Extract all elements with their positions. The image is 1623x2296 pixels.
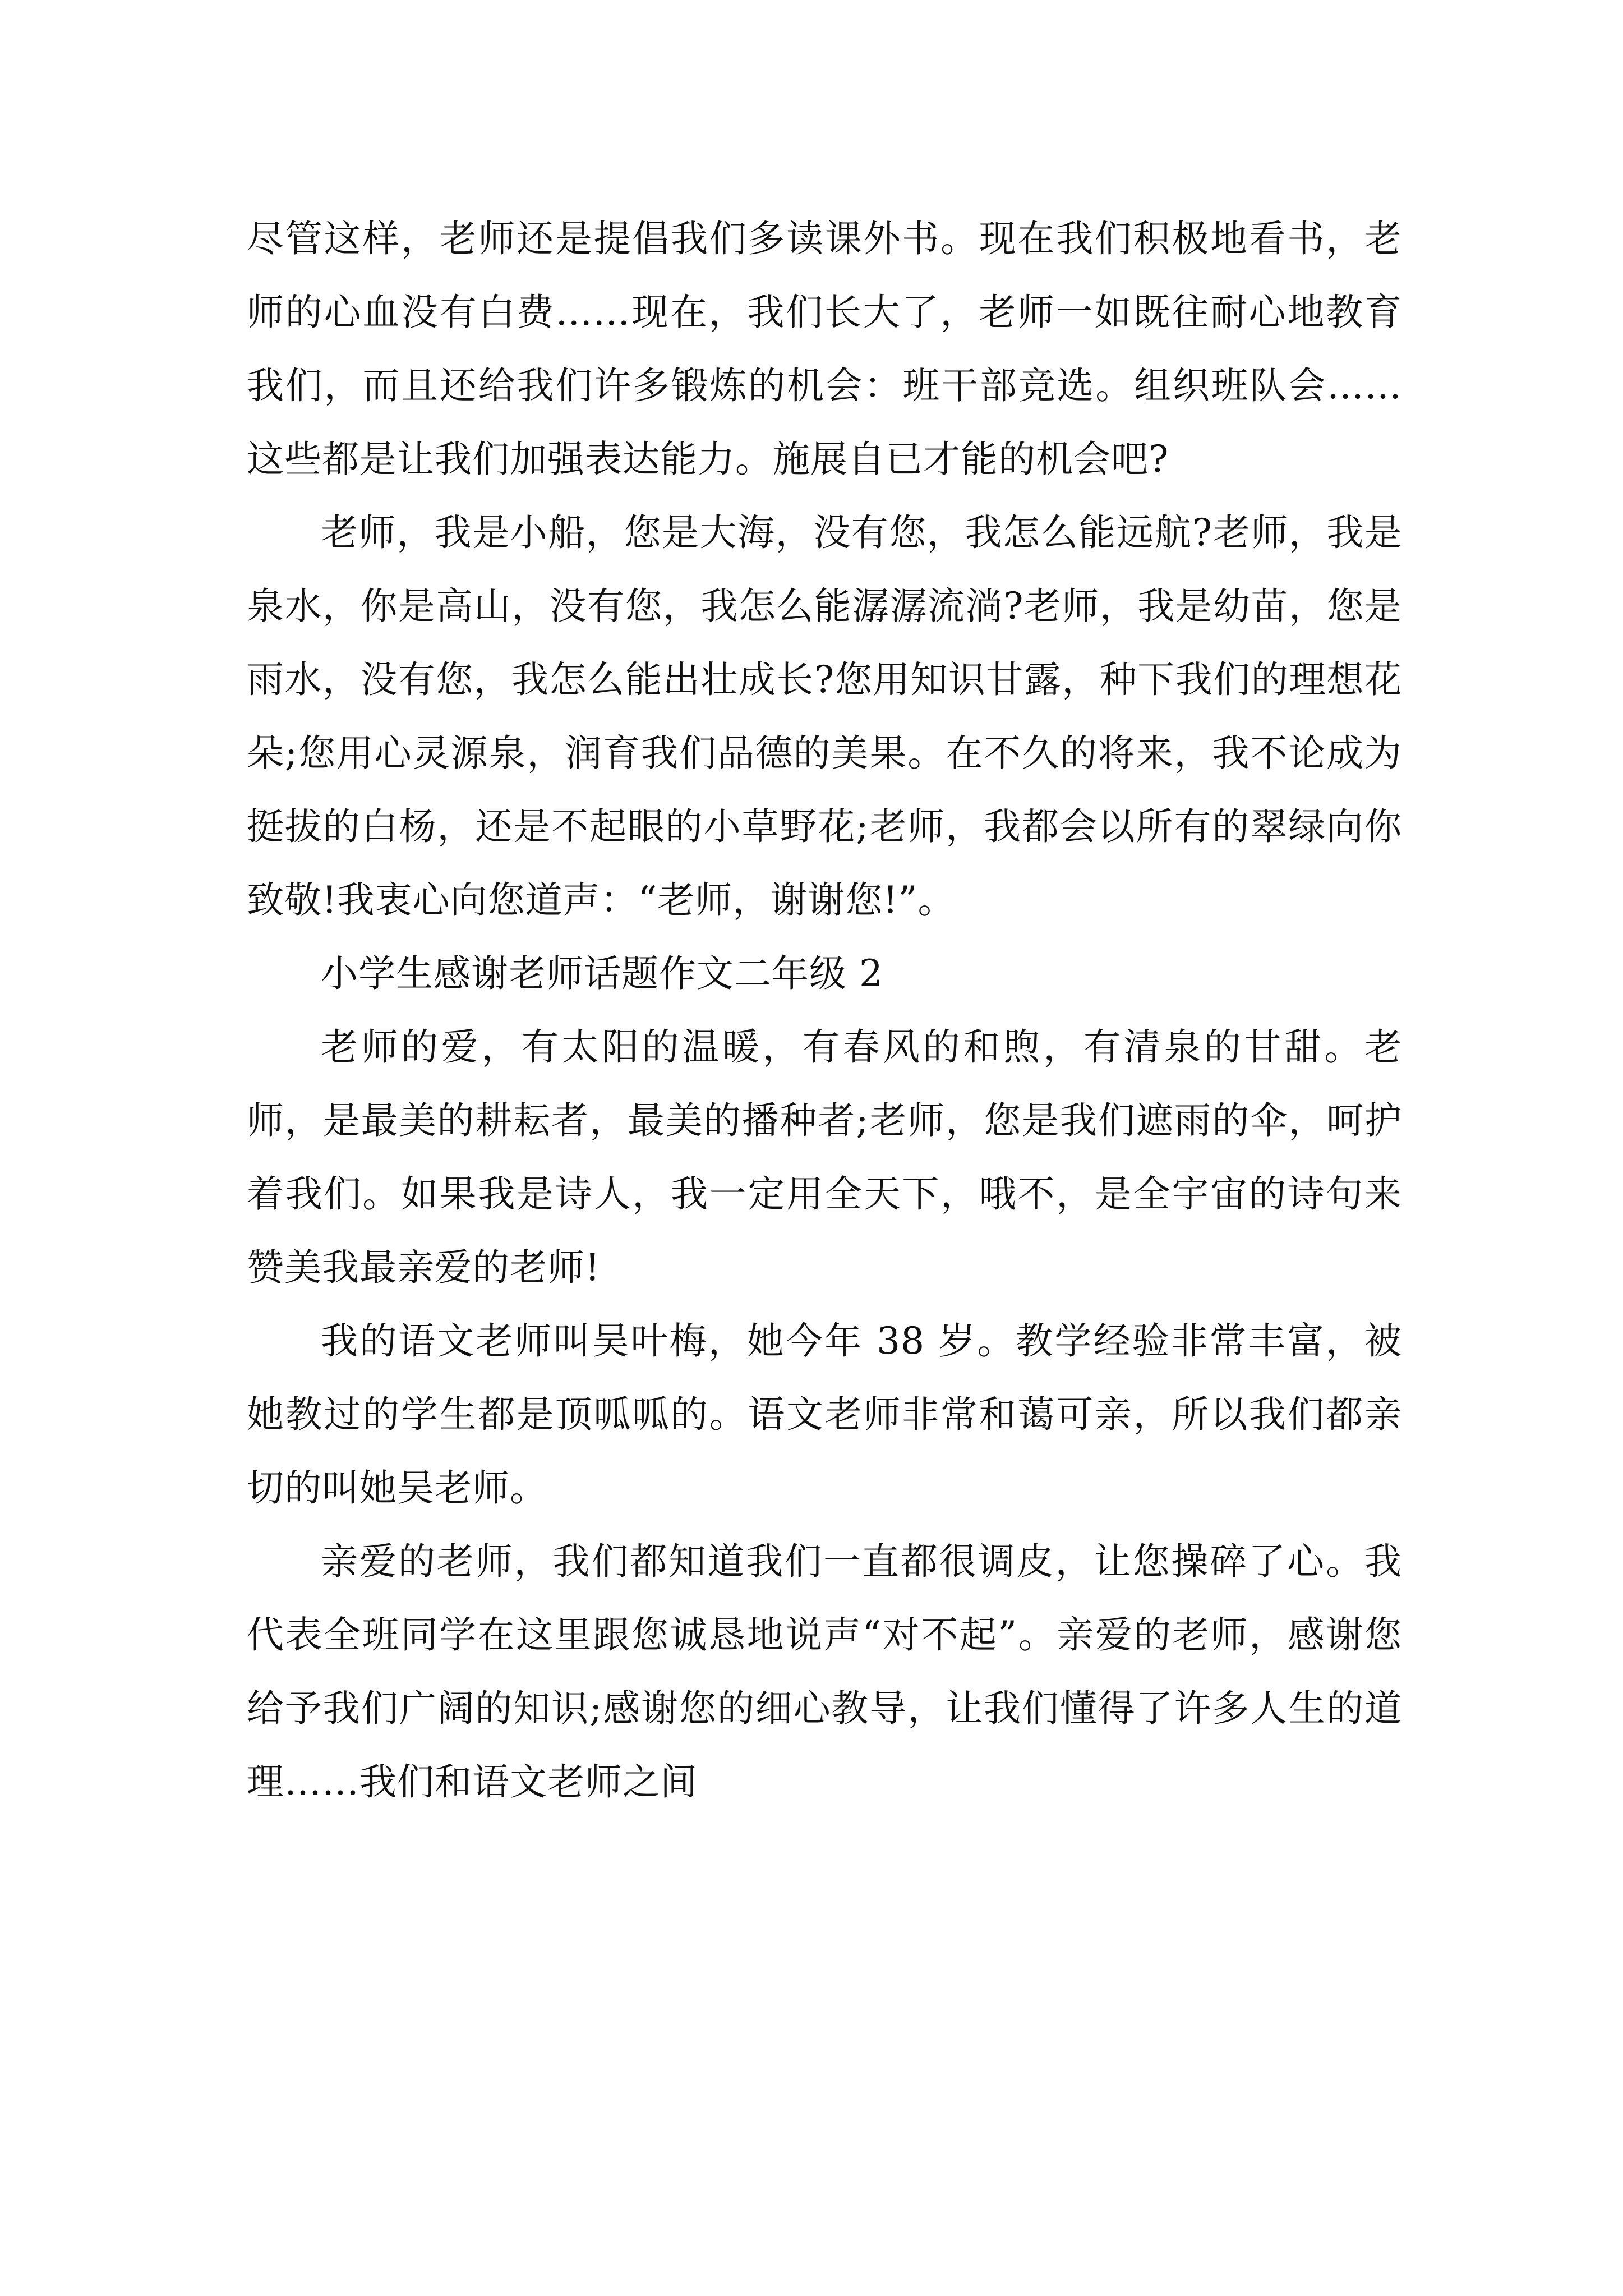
- paragraph-2: 老师，我是小船，您是大海，没有您，我怎么能远航?老师，我是泉水，你是高山，没有您，我怎么能潺潺流淌?老师，我是幼苗，您是雨水，没有您，我怎么能出壮成长?您用知识甘露，种下我们的理想花朵;您用心灵源泉，润育我们品德的美果。在不久的将来，我不论成为挺拔的白杨，还是不起眼的小草野花;老师，我都会以所有的翠绿向你致敬!我衷心向您道声：“老师，谢谢您!”。: [247, 511, 1402, 922]
- paragraph-3: 老师的爱，有太阳的温暖，有春风的和煦，有清泉的甘甜。老师，是最美的耕耘者，最美的播种者;老师，您是我们遮雨的伞，呵护着我们。如果我是诗人，我一定用全天下，哦不，是全宇宙的诗句来赞美我最亲爱的老师!: [247, 1025, 1402, 1289]
- document-body: [247, 202, 1402, 1819]
- paragraph-1: 尽管这样，老师还是提倡我们多读课外书。现在我们积极地看书，老师的心血没有白费……现在，我们长大了，老师一如既往耐心地教育我们，而且还给我们许多锻炼的机会：班干部竞选。组织班队会……这些都是让我们加强表达能力。施展自已才能的机会吧?: [247, 217, 1402, 481]
- paragraph-5: 亲爱的老师，我们都知道我们一直都很调皮，让您操碎了心。我代表全班同学在这里跟您诚恳地说声“对不起”。亲爱的老师，感谢您给予我们广阔的知识;感谢您的细心教导，让我们懂得了许多人生的道理……我们和语文老师之间: [247, 1540, 1402, 1803]
- paragraph-4: 我的语文老师叫吴叶梅，她今年 38 岁。教学经验非常丰富，被她教过的学生都是顶呱呱的。语文老师非常和蔼可亲，所以我们都亲切的叫她吴老师。: [247, 1319, 1402, 1510]
- section-title: 小学生感谢老师话题作文二年级 2: [321, 952, 883, 995]
